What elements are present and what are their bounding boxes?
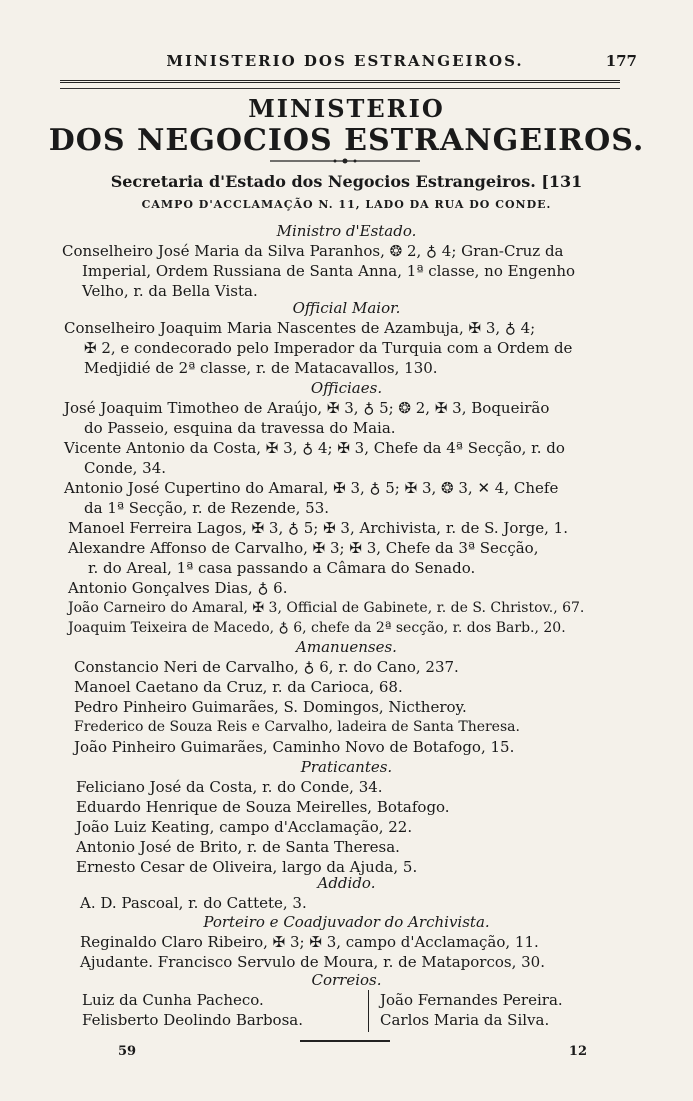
running-title: MINISTERIO DOS ESTRANGEIROS. <box>166 52 524 70</box>
praticantes-line-5: Ernesto Cesar de Oliveira, largo da Ajuda, 5. <box>76 858 418 876</box>
officiaes-line-7: Manoel Ferreira Lagos, ✠ 3, ♁ 5; ✠ 3, Archivista, r. de S. Jorge, 1. <box>68 519 568 537</box>
signature-mark: 59 <box>118 1044 137 1059</box>
officiaes-line-5: Antonio José Cupertino do Amaral, ✠ 3, ♁ 5; ✠ 3, ❂ 3, ✕ 4, Chefe <box>64 479 559 497</box>
amanuenses-line-5: João Pinheiro Guimarães, Caminho Novo de Botafogo, 15. <box>74 738 515 756</box>
ministro-line-3: Velho, r. da Bella Vista. <box>82 282 258 300</box>
praticantes-line-1: Feliciano José da Costa, r. do Conde, 34. <box>76 778 383 796</box>
section-porteiro: Porteiro e Coadjuvador do Archivista. <box>203 913 490 931</box>
amanuenses-line-4: Frederico de Souza Reis e Carvalho, ladeira de Santa Theresa. <box>74 719 520 735</box>
secretaria-heading: Secretaria d'Estado dos Negocios Estrangeiros. [131 <box>110 172 583 191</box>
amanuenses-line-1: Constancio Neri de Carvalho, ♁ 6, r. do Cano, 237. <box>74 658 459 676</box>
praticantes-line-4: Antonio José de Brito, r. de Santa Theresa. <box>76 838 400 856</box>
section-correios: Correios. <box>311 971 382 989</box>
officiaes-line-11: João Carneiro do Amaral, ✠ 3, Official de Gabinete, r. de S. Christov., 67. <box>68 600 585 616</box>
ornament-divider <box>270 158 420 164</box>
porteiro-line-2: Ajudante. Francisco Servulo de Moura, r. de Mataporcos, 30. <box>80 953 545 971</box>
officiaes-line-2: do Passeio, esquina da travessa do Maia. <box>84 419 396 437</box>
ministro-line-1: Conselheiro José Maria da Silva Paranhos, ❂ 2, ♁ 4; Gran-Cruz da <box>62 242 564 260</box>
section-ministro: Ministro d'Estado. <box>276 222 417 240</box>
correios-column-divider <box>368 990 369 1032</box>
officiaes-line-6: da 1ª Secção, r. de Rezende, 53. <box>84 499 330 517</box>
header-thin-rule <box>60 88 620 89</box>
amanuenses-line-3: Pedro Pinheiro Guimarães, S. Domingos, Nictheroy. <box>74 698 467 716</box>
page-number: 177 <box>605 52 637 70</box>
title-ministerio: MINISTERIO <box>248 94 445 123</box>
official-maior-line-2: ✠ 2, e condecorado pelo Imperador da Turquia com a Ordem de <box>84 339 573 357</box>
title-negocios: DOS NEGOCIOS ESTRANGEIROS. <box>48 123 645 158</box>
section-officiaes: Officiaes. <box>310 379 383 397</box>
correios-left-1: Luiz da Cunha Pacheco. <box>82 991 264 1009</box>
praticantes-line-2: Eduardo Henrique de Souza Meirelles, Botafogo. <box>76 798 450 816</box>
ministro-line-2: Imperial, Ordem Russiana de Santa Anna, 1ª classe, no Engenho <box>82 262 576 280</box>
section-amanuenses: Amanuenses. <box>296 638 397 656</box>
section-praticantes: Praticantes. <box>300 758 393 776</box>
officiaes-line-3: Vicente Antonio da Costa, ✠ 3, ♁ 4; ✠ 3, Chefe da 4ª Secção, r. do <box>64 439 565 457</box>
official-maior-line-3: Medjidié de 2ª classe, r. de Matacavallos, 130. <box>84 359 438 377</box>
officiaes-line-12: Joaquim Teixeira de Macedo, ♁ 6, chefe da 2ª secção, r. dos Barb., 20. <box>68 620 566 636</box>
footer-rule <box>300 1040 390 1042</box>
campo-address: CAMPO D'ACCLAMAÇÃO N. 11, LADO DA RUA DO CONDE. <box>141 198 552 211</box>
officiaes-line-8: Alexandre Affonso de Carvalho, ✠ 3; ✠ 3, Chefe da 3ª Secção, <box>68 539 539 557</box>
porteiro-line-1: Reginaldo Claro Ribeiro, ✠ 3; ✠ 3, campo d'Acclamação, 11. <box>80 933 539 951</box>
section-addido: Addido. <box>317 874 376 892</box>
sheet-number: 12 <box>568 1044 587 1059</box>
official-maior-line-1: Conselheiro Joaquim Maria Nascentes de Azambuja, ✠ 3, ♁ 4; <box>64 319 536 337</box>
header-double-rule <box>60 80 620 83</box>
correios-right-2: Carlos Maria da Silva. <box>380 1011 550 1029</box>
praticantes-line-3: João Luiz Keating, campo d'Acclamação, 22. <box>76 818 413 836</box>
addido-line-1: A. D. Pascoal, r. do Cattete, 3. <box>80 894 307 912</box>
section-official-maior: Official Maior. <box>292 299 401 317</box>
correios-left-2: Felisberto Deolindo Barbosa. <box>82 1011 304 1029</box>
officiaes-line-1: José Joaquim Timotheo de Araújo, ✠ 3, ♁ 5; ❂ 2, ✠ 3, Boqueirão <box>64 399 550 417</box>
correios-right-1: João Fernandes Pereira. <box>380 991 563 1009</box>
officiaes-line-4: Conde, 34. <box>84 459 167 477</box>
officiaes-line-10: Antonio Gonçalves Dias, ♁ 6. <box>68 579 288 597</box>
amanuenses-line-2: Manoel Caetano da Cruz, r. da Carioca, 68. <box>74 678 403 696</box>
officiaes-line-9: r. do Areal, 1ª casa passando a Câmara do Senado. <box>88 559 476 577</box>
